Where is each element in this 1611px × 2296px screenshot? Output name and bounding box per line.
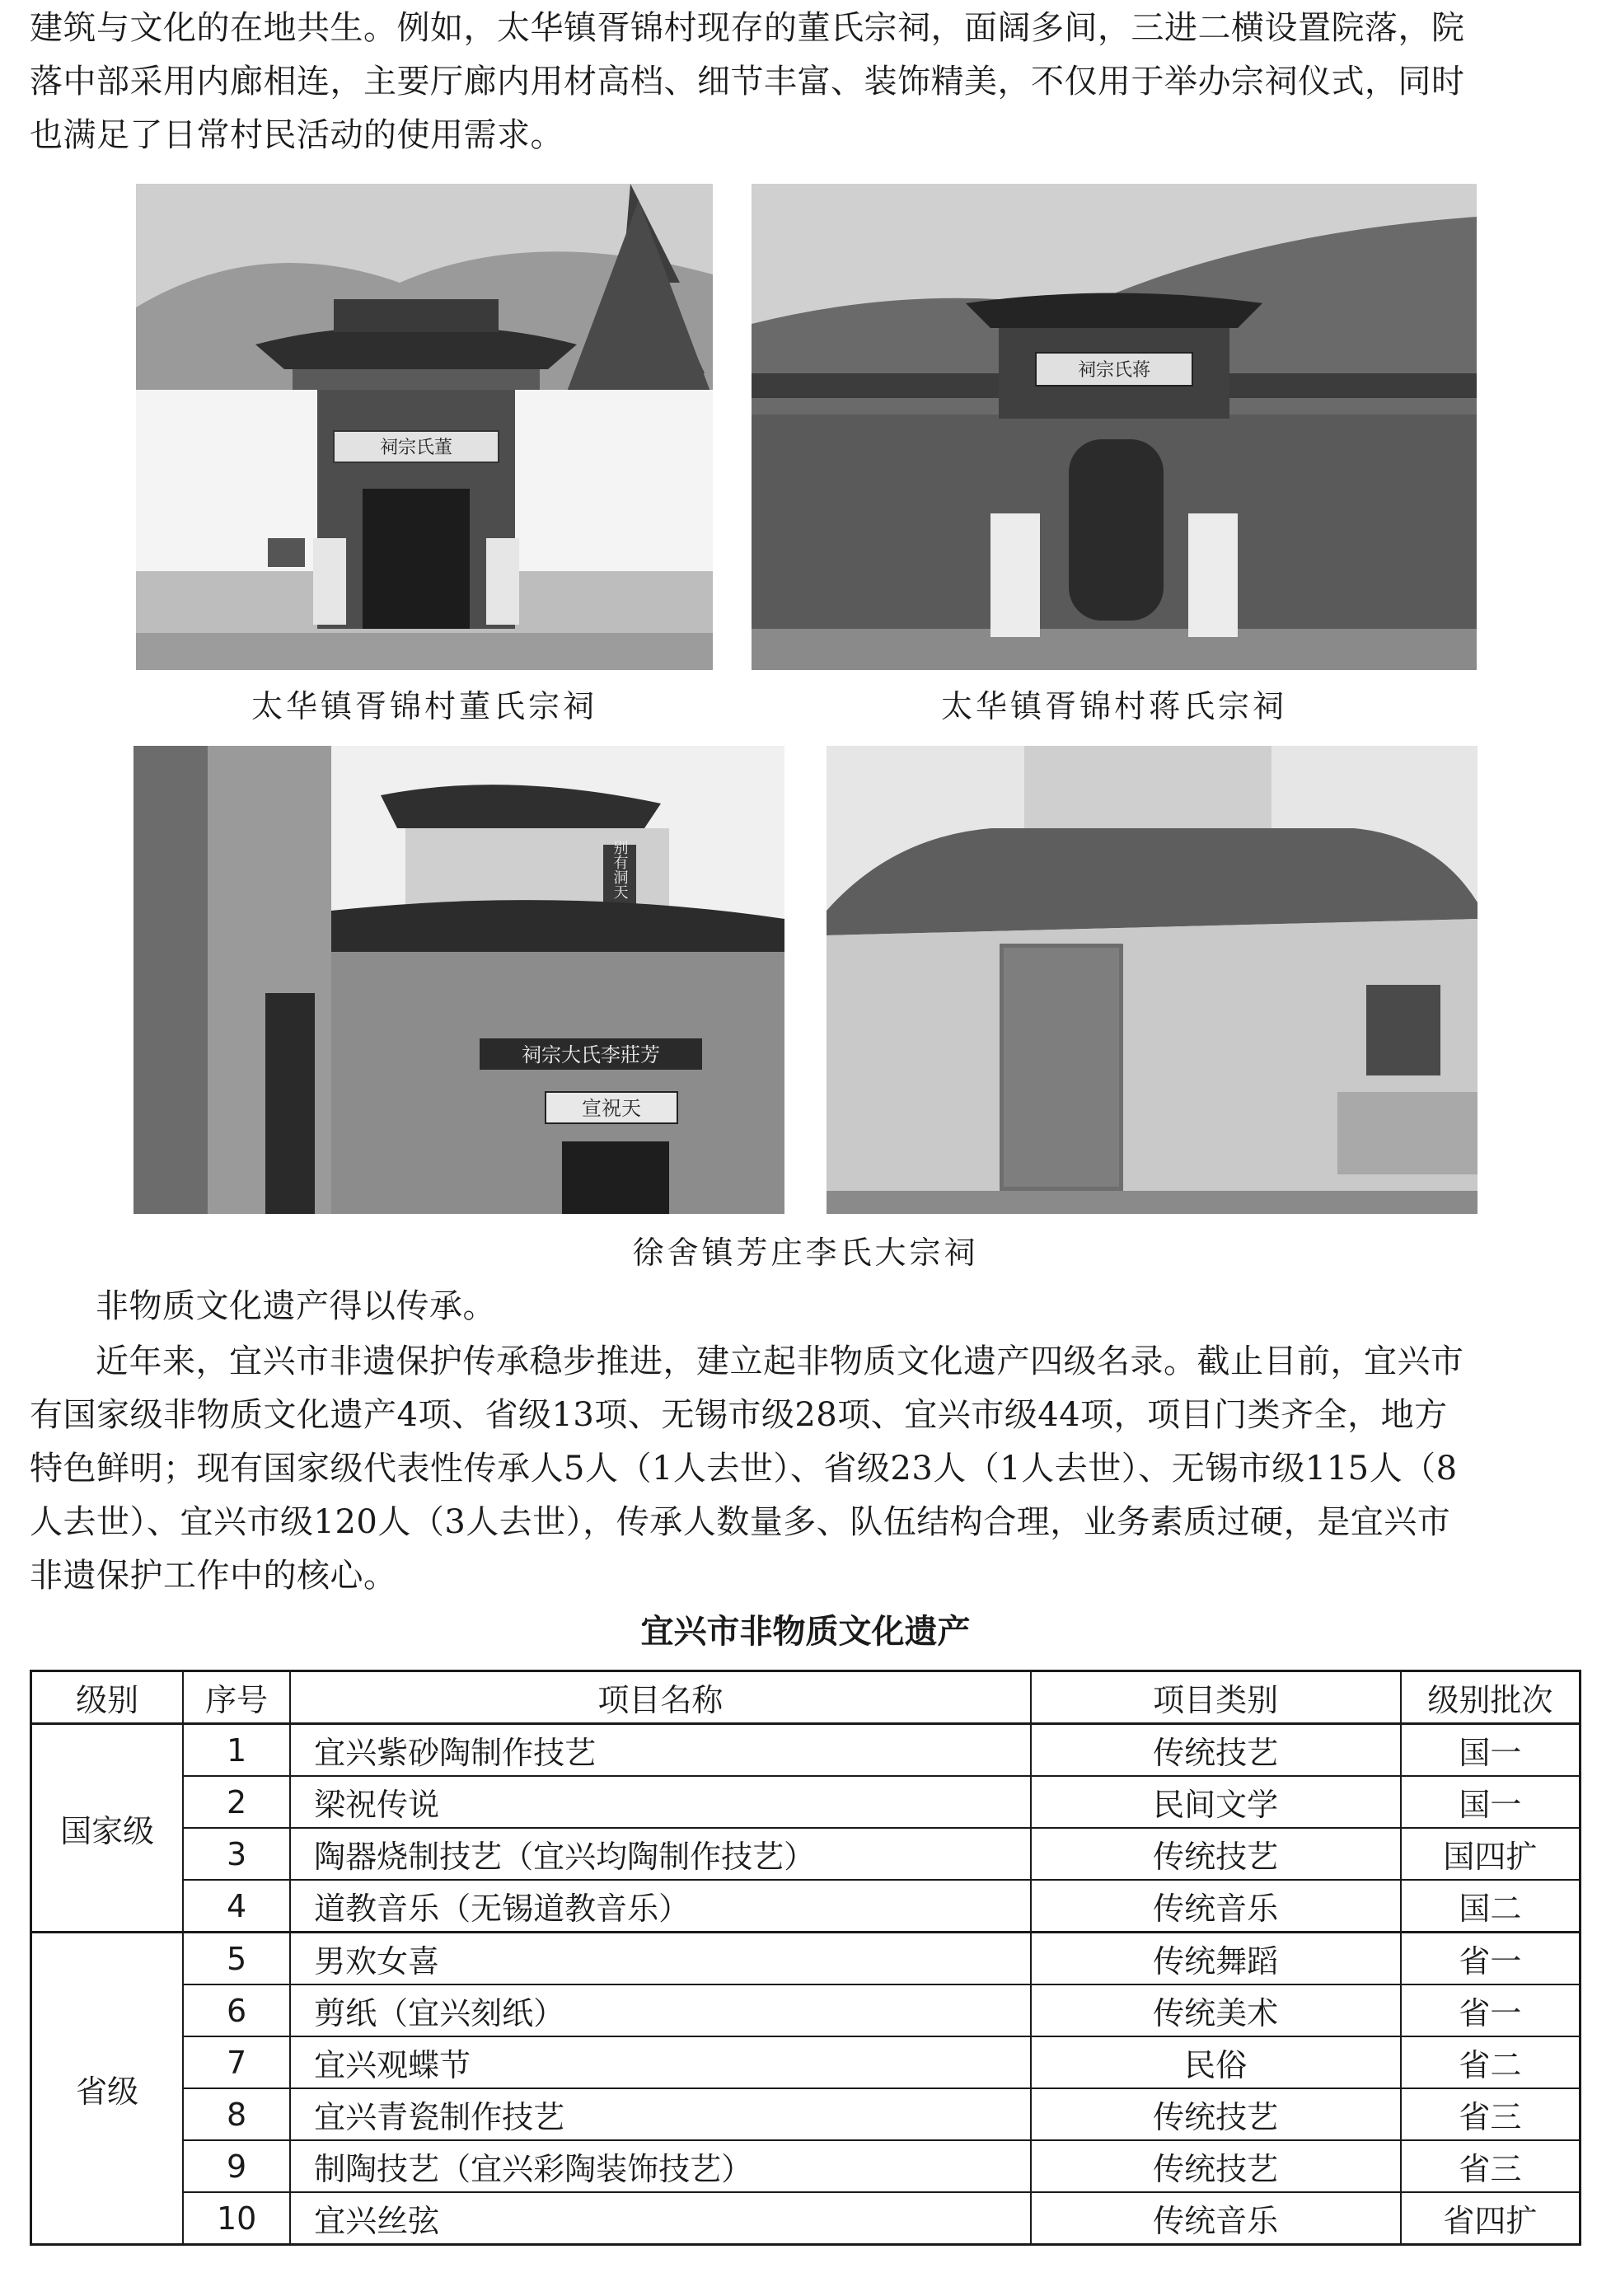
name-cell: 宜兴紫砂陶制作技艺 <box>290 1724 1031 1777</box>
li-main-plaque-text: 祠宗大氏李莊芳 <box>522 1043 660 1066</box>
batch-cell: 国一 <box>1401 1776 1581 1828</box>
batch-cell: 国一 <box>1401 1724 1581 1777</box>
batch-cell: 国二 <box>1401 1880 1581 1933</box>
intro-paragraph <box>30 2 1589 162</box>
name-cell: 剪纸（宜兴刻纸） <box>290 1984 1031 2036</box>
table-row <box>31 2140 1581 2192</box>
category-cell: 传统舞蹈 <box>1031 1933 1401 1985</box>
batch-cell: 国四扩 <box>1401 1828 1581 1880</box>
heritage-heading-paragraph: 非物质文化遗产得以传承。 <box>96 1287 496 1325</box>
li-hall-house-illustration <box>827 746 1478 1214</box>
header-level: 级别 <box>31 1671 184 1724</box>
body-line: 人去世）、宜兴市级120人（3人去世），传承人数量多、队伍结构合理，业务素质过硬，是宜兴市 <box>30 1503 1451 1541</box>
category-cell: 传统音乐 <box>1031 2192 1401 2245</box>
number-cell: 2 <box>183 1776 290 1828</box>
caption-dong-hall: 太华镇胥锦村董氏宗祠 <box>251 688 597 724</box>
table-row <box>31 1724 1581 1777</box>
category-cell: 传统技艺 <box>1031 2088 1401 2140</box>
header-project-category: 项目类别 <box>1031 1671 1401 1724</box>
name-cell: 制陶技艺（宜兴彩陶装饰技艺） <box>290 2140 1031 2192</box>
table-row <box>31 1984 1581 2036</box>
level-cell: 国家级 <box>31 1724 184 1933</box>
number-cell: 9 <box>183 2140 290 2192</box>
number-cell: 6 <box>183 1984 290 2036</box>
header-project-name: 项目名称 <box>290 1671 1031 1724</box>
number-cell: 5 <box>183 1933 290 1985</box>
table-row <box>31 2036 1581 2088</box>
photo-li-hall-gate <box>133 746 784 1214</box>
photo-jiang-ancestral-hall <box>752 184 1477 670</box>
heritage-body-paragraph <box>30 1335 1589 1603</box>
li-hall-gate-illustration <box>133 746 784 1214</box>
level-cell: 省级 <box>31 1933 184 2245</box>
batch-cell: 省二 <box>1401 2036 1581 2088</box>
table-row <box>31 1933 1581 1985</box>
caption-li-hall: 徐舍镇芳庄李氏大宗祠 <box>632 1235 979 1271</box>
header-level-batch: 级别批次 <box>1401 1671 1581 1724</box>
body-line: 特色鲜明；现有国家级代表性传承人5人（1人去世）、省级23人（1人去世）、无锡市级115人（8 <box>30 1450 1458 1488</box>
batch-cell: 省一 <box>1401 1933 1581 1985</box>
name-cell: 道教音乐（无锡道教音乐） <box>290 1880 1031 1933</box>
dong-plaque-text: 祠宗氏董 <box>379 438 453 458</box>
jiang-plaque-text: 祠宗氏蒋 <box>1077 360 1151 381</box>
table-row <box>31 1880 1581 1933</box>
batch-cell: 省四扩 <box>1401 2192 1581 2245</box>
category-cell: 传统技艺 <box>1031 2140 1401 2192</box>
body-line: 近年来，宜兴市非遗保护传承稳步推进，建立起非物质文化遗产四级名录。截止目前，宜兴市 <box>96 1342 1464 1380</box>
table-row <box>31 2192 1581 2245</box>
category-cell: 传统技艺 <box>1031 1724 1401 1777</box>
table-row <box>31 1828 1581 1880</box>
table-row <box>31 1776 1581 1828</box>
photo-dong-ancestral-hall <box>136 184 713 670</box>
name-cell: 宜兴丝弦 <box>290 2192 1031 2245</box>
batch-cell: 省一 <box>1401 1984 1581 2036</box>
number-cell: 1 <box>183 1724 290 1777</box>
category-cell: 民俗 <box>1031 2036 1401 2088</box>
name-cell: 梁祝传说 <box>290 1776 1031 1828</box>
heritage-table <box>30 1670 1581 2246</box>
table-header-row <box>31 1671 1581 1724</box>
name-cell: 男欢女喜 <box>290 1933 1031 1985</box>
batch-cell: 省三 <box>1401 2140 1581 2192</box>
number-cell: 3 <box>183 1828 290 1880</box>
body-line: 非遗保护工作中的核心。 <box>30 1557 397 1595</box>
name-cell: 陶器烧制技艺（宜兴均陶制作技艺） <box>290 1828 1031 1880</box>
photo-li-hall-house <box>827 746 1478 1214</box>
category-cell: 传统技艺 <box>1031 1828 1401 1880</box>
name-cell: 宜兴观蝶节 <box>290 2036 1031 2088</box>
number-cell: 8 <box>183 2088 290 2140</box>
li-vertical-plaque-text: 别有洞天 <box>611 840 629 899</box>
table-row <box>31 2088 1581 2140</box>
intro-line: 落中部采用内廊相连，主要厅廊内用材高档、细节丰富、装饰精美，不仅用于举办宗祠仪式，同时 <box>30 63 1465 101</box>
category-cell: 民间文学 <box>1031 1776 1401 1828</box>
number-cell: 10 <box>183 2192 290 2245</box>
intro-line: 也满足了日常村民活动的使用需求。 <box>30 116 564 154</box>
name-cell: 宜兴青瓷制作技艺 <box>290 2088 1031 2140</box>
header-number: 序号 <box>183 1671 290 1724</box>
batch-cell: 省三 <box>1401 2088 1581 2140</box>
caption-jiang-hall: 太华镇胥锦村蒋氏宗祠 <box>940 688 1287 724</box>
category-cell: 传统音乐 <box>1031 1880 1401 1933</box>
table-title: 宜兴市非物质文化遗产 <box>640 1613 971 1651</box>
body-line: 有国家级非物质文化遗产4项、省级13项、无锡市级28项、宜兴市级44项，项目门类齐全，地方 <box>30 1396 1448 1434</box>
jiang-hall-illustration <box>752 184 1477 670</box>
li-lower-plaque-text: 宣祝天 <box>582 1097 641 1120</box>
dong-hall-illustration <box>136 184 713 670</box>
category-cell: 传统美术 <box>1031 1984 1401 2036</box>
intro-line: 建筑与文化的在地共生。例如，太华镇胥锦村现存的董氏宗祠，面阔多间，三进二横设置院落，院 <box>30 9 1465 47</box>
number-cell: 7 <box>183 2036 290 2088</box>
number-cell: 4 <box>183 1880 290 1933</box>
